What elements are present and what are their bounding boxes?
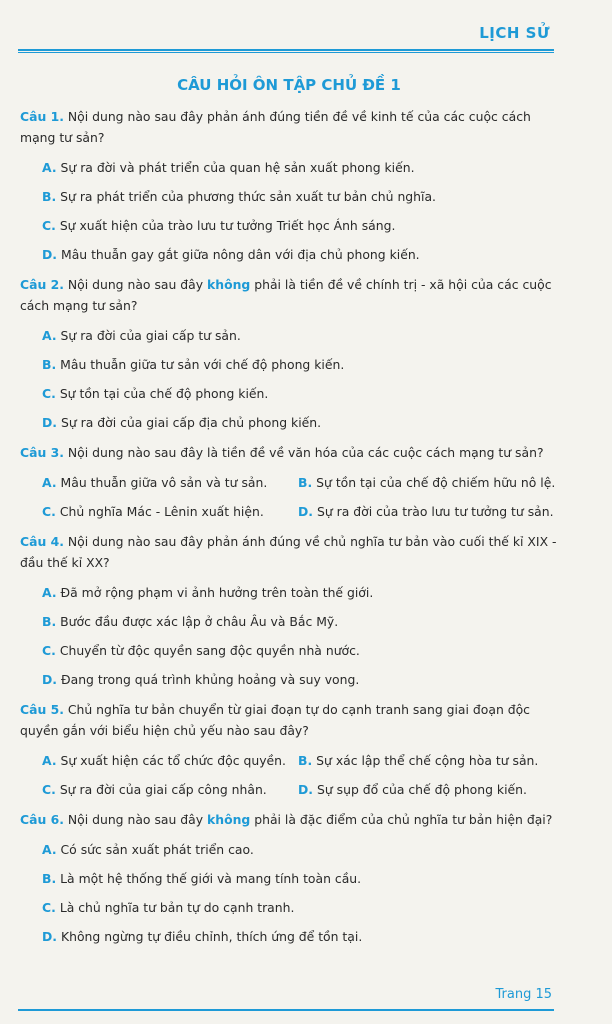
answer-option (20, 412, 560, 433)
question-1 (20, 106, 560, 265)
page-title: CÂU HỎI ÔN TẬP CHỦ ĐỀ 1 (177, 76, 401, 94)
option-text: Sự ra đời của giai cấp công nhân. (59, 782, 267, 797)
question-stem (20, 531, 560, 573)
answer-option (298, 779, 554, 800)
option-letter: B. (42, 614, 57, 629)
question-number: Câu 1. (20, 109, 64, 124)
answer-option (42, 750, 298, 771)
option-letter: A. (42, 842, 57, 857)
option-letter: D. (298, 504, 313, 519)
option-letter: D. (42, 247, 57, 262)
option-letter: C. (42, 218, 56, 233)
option-text: Sự ra đời của giai cấp địa chủ phong kiến. (61, 415, 322, 430)
option-text: Có sức sản xuất phát triển cao. (60, 842, 254, 857)
option-letter: A. (42, 475, 57, 490)
option-letter: B. (42, 357, 57, 372)
option-text: Sự ra đời của trào lưu tư tưởng tư sản. (317, 504, 554, 519)
option-letter: A. (42, 585, 57, 600)
option-text: Đang trong quá trình khủng hoảng và suy vong. (61, 672, 360, 687)
question-5 (20, 699, 560, 800)
option-letter: D. (42, 929, 57, 944)
answer-option (20, 582, 560, 603)
option-text: Sự tồn tại của chế độ chiếm hữu nô lệ. (316, 475, 556, 490)
option-letter: B. (298, 753, 313, 768)
question-text: Nội dung nào sau đây (67, 277, 208, 292)
option-text: Sự xuất hiện của trào lưu tư tưởng Triết học Ánh sáng. (59, 218, 396, 233)
question-stem (20, 699, 560, 741)
option-text: Sự ra phát triển của phương thức sản xuất tư bản chủ nghĩa. (60, 189, 436, 204)
question-4 (20, 531, 560, 690)
option-text: Chuyển từ độc quyền sang độc quyền nhà nước. (59, 643, 360, 658)
question-text: Chủ nghĩa tư bản chuyển từ giai đoạn tự do cạnh tranh sang giai đoạn độc quyền gắn với biểu hiện chủ yếu nào sau đây? (20, 702, 530, 738)
answer-option (20, 611, 560, 632)
question-stem (20, 106, 560, 148)
option-text: Đã mở rộng phạm vi ảnh hưởng trên toàn thế giới. (60, 585, 374, 600)
answer-row (20, 779, 560, 800)
emphasis-keyword: không (207, 277, 251, 292)
option-letter: C. (42, 782, 56, 797)
question-text-tail: phải là tiền đề về chính trị - xã hội của các cuộc cách mạng tư sản? (20, 277, 552, 313)
answer-option (20, 325, 560, 346)
option-text: Chủ nghĩa Mác - Lênin xuất hiện. (59, 504, 264, 519)
question-3 (20, 442, 560, 522)
answer-option (20, 354, 560, 375)
answer-option (20, 868, 560, 889)
answer-option (20, 640, 560, 661)
option-letter: B. (298, 475, 313, 490)
answer-option (42, 501, 298, 522)
option-text: Sự tồn tại của chế độ phong kiến. (59, 386, 269, 401)
question-text-tail: phải là đặc điểm của chủ nghĩa tư bản hiện đại? (250, 812, 553, 827)
option-letter: C. (42, 643, 56, 658)
answer-row (20, 472, 560, 493)
option-text: Sự xuất hiện các tổ chức độc quyền. (60, 753, 286, 768)
emphasis-keyword: không (207, 812, 251, 827)
answer-option (42, 472, 298, 493)
question-text: Nội dung nào sau đây phản ánh đúng tiền đề về kinh tế của các cuộc cách mạng tư sản? (20, 109, 531, 145)
answer-option (20, 383, 560, 404)
answer-option (20, 186, 560, 207)
question-number: Câu 2. (20, 277, 64, 292)
option-letter: C. (42, 504, 56, 519)
option-text: Mâu thuẫn gay gắt giữa nông dân với địa chủ phong kiến. (61, 247, 420, 262)
option-text: Sự ra đời và phát triển của quan hệ sản xuất phong kiến. (60, 160, 415, 175)
option-text: Là chủ nghĩa tư bản tự do cạnh tranh. (59, 900, 295, 915)
option-text: Là một hệ thống thế giới và mang tính toàn cầu. (60, 871, 362, 886)
answer-row (20, 750, 560, 771)
question-2 (20, 274, 560, 433)
answer-option (298, 750, 554, 771)
footer-divider (18, 1009, 554, 1011)
option-letter: B. (42, 871, 57, 886)
option-text: Không ngừng tự điều chỉnh, thích ứng để tồn tại. (61, 929, 363, 944)
answer-option (20, 215, 560, 236)
answer-option (42, 779, 298, 800)
header-divider (18, 49, 554, 53)
option-letter: A. (42, 160, 57, 175)
option-letter: D. (298, 782, 313, 797)
option-letter: C. (42, 900, 56, 915)
question-text: Nội dung nào sau đây là tiền đề về văn hóa của các cuộc cách mạng tư sản? (67, 445, 544, 460)
answer-option (20, 157, 560, 178)
page-number: Trang 15 (495, 987, 552, 1002)
option-letter: D. (42, 672, 57, 687)
option-text: Sự xác lập thể chế cộng hòa tư sản. (316, 753, 539, 768)
option-letter: B. (42, 189, 57, 204)
question-number: Câu 5. (20, 702, 64, 717)
answer-option (298, 472, 554, 493)
answer-row (20, 501, 560, 522)
question-text: Nội dung nào sau đây (67, 812, 208, 827)
option-text: Sự ra đời của giai cấp tư sản. (60, 328, 241, 343)
answer-option (20, 839, 560, 860)
answer-option (20, 926, 560, 947)
answer-option (298, 501, 554, 522)
question-stem (20, 274, 560, 316)
question-number: Câu 3. (20, 445, 64, 460)
answer-option (20, 669, 560, 690)
section-label: LỊCH SỬ (479, 24, 550, 42)
question-stem (20, 442, 560, 463)
option-text: Bước đầu được xác lập ở châu Âu và Bắc Mỹ. (60, 614, 339, 629)
option-letter: A. (42, 753, 57, 768)
option-letter: C. (42, 386, 56, 401)
option-text: Sự sụp đổ của chế độ phong kiến. (317, 782, 527, 797)
answer-option (20, 244, 560, 265)
question-number: Câu 4. (20, 534, 64, 549)
option-text: Mâu thuẫn giữa vô sản và tư sản. (60, 475, 268, 490)
option-letter: D. (42, 415, 57, 430)
question-stem (20, 809, 560, 830)
question-text: Nội dung nào sau đây phản ánh đúng về chủ nghĩa tư bản vào cuối thế kỉ XIX - đầu thế kỉ XX? (20, 534, 557, 570)
question-list (20, 106, 560, 956)
question-number: Câu 6. (20, 812, 64, 827)
answer-option (20, 897, 560, 918)
option-text: Mâu thuẫn giữa tư sản với chế độ phong kiến. (60, 357, 345, 372)
question-6 (20, 809, 560, 947)
option-letter: A. (42, 328, 57, 343)
